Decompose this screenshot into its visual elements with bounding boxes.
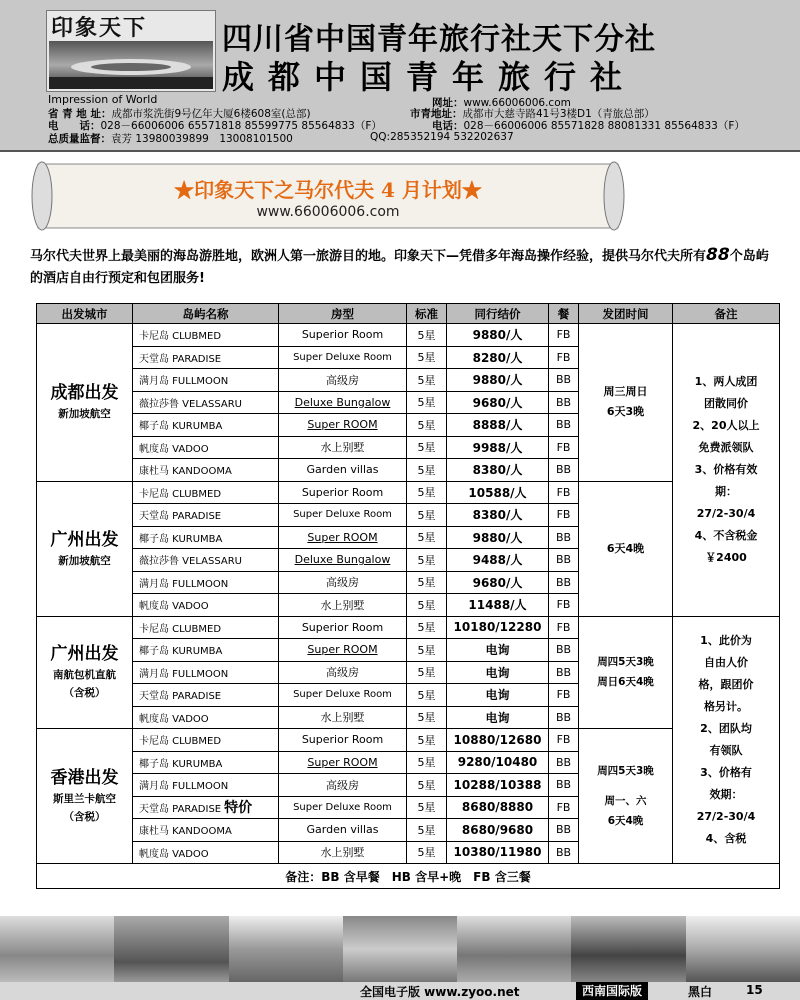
beach-photo-6 bbox=[571, 916, 685, 982]
island-name: 卡尼岛 CLUBMED bbox=[139, 331, 222, 343]
departure-city: 成都出发 bbox=[50, 383, 119, 404]
island-name: 薇拉莎鲁 VELASSARU bbox=[139, 398, 242, 410]
price: 10588/人 bbox=[447, 481, 549, 504]
table-row bbox=[37, 616, 780, 639]
departure-city-cell bbox=[37, 616, 133, 729]
room-type: Super Deluxe Room bbox=[279, 684, 407, 707]
banner-title: ★印象天下之马尔代夫 4 月计划★ bbox=[174, 178, 482, 202]
phone1-label: 电 话： bbox=[48, 120, 101, 132]
remark-line: 有领队 bbox=[709, 743, 743, 757]
room-type: Deluxe Bungalow bbox=[279, 391, 407, 414]
intro-island-count: 88 bbox=[706, 245, 730, 265]
island-cell bbox=[133, 751, 279, 774]
phone2-value: 028－66006006 85571828 88081331 85564833（F） bbox=[463, 120, 745, 132]
schedule-line: 周四5天3晚 bbox=[597, 656, 654, 669]
room-type: Super Deluxe Room bbox=[279, 504, 407, 527]
star-standard: 5星 bbox=[407, 774, 447, 797]
departure-schedule bbox=[579, 616, 673, 729]
price: 10288/10388 bbox=[447, 774, 549, 797]
table-row bbox=[37, 729, 780, 752]
table-body bbox=[37, 324, 780, 889]
star-standard: 5星 bbox=[407, 841, 447, 864]
room-type: Deluxe Bungalow bbox=[279, 549, 407, 572]
meal-plan: FB bbox=[549, 436, 579, 459]
meal-plan: FB bbox=[549, 481, 579, 504]
meal-plan: FB bbox=[549, 324, 579, 347]
price: 电询 bbox=[447, 661, 549, 684]
schedule-line: 周一、六 bbox=[604, 795, 647, 807]
room-type: Garden villas bbox=[279, 819, 407, 842]
island-logo-image bbox=[49, 41, 213, 89]
price: 8680/9680 bbox=[447, 819, 549, 842]
departure-city: 广州出发 bbox=[50, 644, 119, 665]
remark-line: 3、价格有效 bbox=[694, 462, 758, 476]
remark-line: 27/2-30/4 bbox=[696, 506, 756, 520]
meal-plan: FB bbox=[549, 504, 579, 527]
price: 8380/人 bbox=[447, 504, 549, 527]
remark-line: 3、价格有 bbox=[700, 765, 752, 779]
room-type: 高级房 bbox=[279, 661, 407, 684]
price: 11488/人 bbox=[447, 594, 549, 617]
star-standard: 5星 bbox=[407, 661, 447, 684]
schedule-line bbox=[579, 781, 672, 791]
beach-photo-3 bbox=[229, 916, 343, 982]
header bbox=[0, 0, 800, 152]
web-label: 网址： bbox=[432, 97, 464, 109]
star-standard: 5星 bbox=[407, 639, 447, 662]
room-type: 水上别墅 bbox=[279, 594, 407, 617]
addr1-label: 省 青 地 址： bbox=[48, 108, 112, 120]
island-name: 康杜马 KANDOOMA bbox=[139, 466, 232, 478]
island-name: 天堂岛 PARADISE bbox=[139, 353, 222, 365]
room-type: 水上别墅 bbox=[279, 436, 407, 459]
addr1-value: 成都市浆洗街9号亿年大厦6楼608室(总部) bbox=[111, 108, 311, 120]
airline: 斯里兰卡航空 bbox=[53, 793, 116, 805]
departure-city-cell bbox=[37, 729, 133, 864]
island-name: 康杜马 KANDOOMA bbox=[139, 826, 232, 838]
star-standard: 5星 bbox=[407, 549, 447, 572]
table-row bbox=[37, 481, 780, 504]
departure-schedule bbox=[579, 729, 673, 864]
room-type: Garden villas bbox=[279, 459, 407, 482]
star-standard: 5星 bbox=[407, 414, 447, 437]
price: 10380/11980 bbox=[447, 841, 549, 864]
island-cell bbox=[133, 324, 279, 347]
meal-plan: BB bbox=[549, 661, 579, 684]
meal-plan: FB bbox=[549, 729, 579, 752]
price: 9680/人 bbox=[447, 391, 549, 414]
departure-city: 广州出发 bbox=[50, 529, 119, 550]
price: 电询 bbox=[447, 706, 549, 729]
meal-legend: 备注：BB 含早餐 HB 含早+晚 FB 含三餐 bbox=[37, 864, 780, 889]
island-cell bbox=[133, 639, 279, 662]
meal-plan: FB bbox=[549, 346, 579, 369]
company-name-2: 成都中国青年旅行社 bbox=[222, 58, 637, 96]
star-standard: 5星 bbox=[407, 504, 447, 527]
price: 9488/人 bbox=[447, 549, 549, 572]
star-standard: 5星 bbox=[407, 369, 447, 392]
island-name: 椰子岛 KURUMBA bbox=[139, 421, 223, 433]
star-standard: 5星 bbox=[407, 616, 447, 639]
island-name: 椰子岛 KURUMBA bbox=[139, 533, 223, 545]
island-name: 卡尼岛 CLUBMED bbox=[139, 623, 222, 635]
room-type: Super ROOM bbox=[279, 639, 407, 662]
meal-plan: BB bbox=[549, 639, 579, 662]
col-header-meal: 餐 bbox=[549, 304, 579, 324]
island-name: 椰子岛 KURUMBA bbox=[139, 758, 223, 770]
footer-color-mode: 黑白 bbox=[688, 985, 713, 999]
island-cell bbox=[133, 436, 279, 459]
price: 9880/人 bbox=[447, 324, 549, 347]
island-cell bbox=[133, 571, 279, 594]
island-name: 椰子岛 KURUMBA bbox=[139, 646, 223, 658]
logo-title: 印象天下 bbox=[51, 15, 148, 41]
remark-line: 格另计。 bbox=[704, 699, 748, 713]
departure-schedule bbox=[579, 481, 673, 616]
island-name: 天堂岛 PARADISE bbox=[139, 511, 222, 523]
star-standard: 5星 bbox=[407, 481, 447, 504]
schedule-line: 周四5天3晚 bbox=[597, 765, 654, 777]
departure-city-cell bbox=[37, 481, 133, 616]
island-cell bbox=[133, 414, 279, 437]
room-type: Superior Room bbox=[279, 729, 407, 752]
room-type: Superior Room bbox=[279, 481, 407, 504]
price: 9280/10480 bbox=[447, 751, 549, 774]
island-cell bbox=[133, 346, 279, 369]
departure-city-cell bbox=[37, 324, 133, 482]
remark-line: 1、两人成团 bbox=[694, 374, 758, 388]
room-type: Superior Room bbox=[279, 616, 407, 639]
room-type: 高级房 bbox=[279, 571, 407, 594]
logo bbox=[46, 10, 216, 92]
col-header-schedule: 发团时间 bbox=[579, 304, 673, 324]
footer-edition: 全国电子版 www.zyoo.net bbox=[360, 985, 520, 999]
island-cell bbox=[133, 391, 279, 414]
island-name: 帆度岛 VADOO bbox=[139, 443, 209, 455]
tax-note: （含税） bbox=[63, 687, 106, 700]
schedule-line: 6天3晚 bbox=[606, 405, 645, 419]
intro-paragraph bbox=[30, 244, 772, 290]
meal-plan: BB bbox=[549, 774, 579, 797]
island-cell bbox=[133, 706, 279, 729]
price: 8380/人 bbox=[447, 459, 549, 482]
room-type: 高级房 bbox=[279, 774, 407, 797]
table-footnote-row bbox=[37, 864, 780, 889]
price: 8680/8880 bbox=[447, 796, 549, 819]
meal-plan: BB bbox=[549, 571, 579, 594]
island-cell bbox=[133, 729, 279, 752]
price: 8280/人 bbox=[447, 346, 549, 369]
price: 9880/人 bbox=[447, 526, 549, 549]
beach-photo-4 bbox=[343, 916, 457, 982]
col-header-room: 房型 bbox=[279, 304, 407, 324]
star-standard: 5星 bbox=[407, 391, 447, 414]
beach-photo-2 bbox=[114, 916, 228, 982]
island-name: 卡尼岛 CLUBMED bbox=[139, 736, 222, 748]
title-banner bbox=[30, 160, 626, 232]
addr2-value: 成都市大慈寺路41号3楼D1（青旅总部） bbox=[462, 108, 655, 120]
meal-plan: FB bbox=[549, 684, 579, 707]
price: 电询 bbox=[447, 639, 549, 662]
schedule-line: 周日6天4晚 bbox=[597, 676, 654, 689]
island-name: 满月岛 FULLMOON bbox=[139, 668, 229, 680]
col-header-standard: 标准 bbox=[407, 304, 447, 324]
price: 9680/人 bbox=[447, 571, 549, 594]
room-type: Super ROOM bbox=[279, 414, 407, 437]
island-cell bbox=[133, 616, 279, 639]
island-cell bbox=[133, 369, 279, 392]
meal-plan: FB bbox=[549, 594, 579, 617]
meal-plan: BB bbox=[549, 391, 579, 414]
meal-plan: BB bbox=[549, 369, 579, 392]
island-cell bbox=[133, 481, 279, 504]
schedule-line: 周三周日 bbox=[603, 385, 648, 399]
col-header-city: 出发城市 bbox=[37, 304, 133, 324]
island-cell bbox=[133, 594, 279, 617]
island-cell bbox=[133, 774, 279, 797]
price-table bbox=[36, 303, 780, 889]
remark-line: 效期： bbox=[709, 787, 743, 801]
star-standard: 5星 bbox=[407, 729, 447, 752]
island-cell bbox=[133, 684, 279, 707]
phone2-label: 电话： bbox=[432, 120, 464, 132]
island-name: 卡尼岛 CLUBMED bbox=[139, 488, 222, 500]
island-cell bbox=[133, 526, 279, 549]
meal-plan: BB bbox=[549, 549, 579, 572]
banner-website: www.66006006.com bbox=[256, 204, 400, 220]
table-row bbox=[37, 324, 780, 347]
company-name-1: 四川省中国青年旅行社天下分社 bbox=[222, 22, 656, 57]
star-standard: 5星 bbox=[407, 819, 447, 842]
island-name: 满月岛 FULLMOON bbox=[139, 376, 229, 388]
remark-line: 免费派领队 bbox=[698, 440, 754, 454]
remark-line: 格，跟团价 bbox=[698, 677, 754, 691]
price: 电询 bbox=[447, 684, 549, 707]
island-cell bbox=[133, 661, 279, 684]
beach-photo-5 bbox=[457, 916, 571, 982]
remarks-cell bbox=[673, 616, 780, 864]
airline: 南航包机直航 bbox=[53, 669, 116, 682]
star-standard: 5星 bbox=[407, 684, 447, 707]
meal-plan: BB bbox=[549, 526, 579, 549]
remark-line: 2、团队均 bbox=[700, 721, 752, 735]
remark-line: 27/2-30/4 bbox=[696, 809, 756, 823]
intro-text-2: 个岛屿的酒店自由行预定和包团服务! bbox=[30, 249, 769, 286]
star-standard: 5星 bbox=[407, 436, 447, 459]
island-name: 天堂岛 PARADISE bbox=[139, 804, 222, 816]
meal-plan: FB bbox=[549, 796, 579, 819]
col-header-island: 岛屿名称 bbox=[133, 304, 279, 324]
page-number: 15 bbox=[746, 983, 763, 997]
price: 10880/12680 bbox=[447, 729, 549, 752]
beach-photo-1 bbox=[0, 916, 114, 982]
room-type: 高级房 bbox=[279, 369, 407, 392]
meal-plan: FB bbox=[549, 616, 579, 639]
room-type: Super ROOM bbox=[279, 751, 407, 774]
remark-line: 团散同价 bbox=[704, 396, 748, 410]
room-type: Superior Room bbox=[279, 324, 407, 347]
star-standard: 5星 bbox=[407, 526, 447, 549]
price: 8888/人 bbox=[447, 414, 549, 437]
remark-line: 2、20人以上 bbox=[692, 418, 760, 432]
island-name: 帆度岛 VADOO bbox=[139, 848, 209, 860]
room-type: 水上别墅 bbox=[279, 841, 407, 864]
impression-slogan: Impression of World bbox=[48, 93, 158, 106]
remark-line: ￥2400 bbox=[705, 550, 747, 564]
price: 9880/人 bbox=[447, 369, 549, 392]
supervisor-line bbox=[48, 131, 293, 146]
star-standard: 5星 bbox=[407, 706, 447, 729]
island-name: 满月岛 FULLMOON bbox=[139, 578, 229, 590]
special-offer-tag: 特价 bbox=[224, 800, 253, 817]
meal-plan: BB bbox=[549, 751, 579, 774]
phone1-value: 028－66006006 65571818 85599775 85564833（F） bbox=[100, 120, 382, 132]
addr2-label: 市青地址： bbox=[410, 108, 463, 120]
island-cell bbox=[133, 841, 279, 864]
star-standard: 5星 bbox=[407, 571, 447, 594]
meal-plan: BB bbox=[549, 706, 579, 729]
meal-plan: BB bbox=[549, 819, 579, 842]
departure-schedule bbox=[579, 324, 673, 482]
island-cell bbox=[133, 549, 279, 572]
remark-line: 4、不含税金 bbox=[694, 528, 758, 542]
airline: 新加坡航空 bbox=[58, 554, 111, 567]
star-standard: 5星 bbox=[407, 594, 447, 617]
island-cell bbox=[133, 459, 279, 482]
island-name: 满月岛 FULLMOON bbox=[139, 781, 229, 793]
island-name: 薇拉莎鲁 VELASSARU bbox=[139, 556, 242, 568]
supervisor-label: 总质量监督： bbox=[48, 133, 111, 145]
supervisor-value: 袁芳 13980039899 13008101500 bbox=[111, 133, 293, 145]
tax-note: （含税） bbox=[63, 811, 106, 823]
remark-line: 自由人价 bbox=[704, 655, 748, 669]
room-type: 水上别墅 bbox=[279, 706, 407, 729]
star-standard: 5星 bbox=[407, 324, 447, 347]
island-cell bbox=[133, 504, 279, 527]
departure-city: 香港出发 bbox=[50, 768, 119, 788]
schedule-line: 6天4晚 bbox=[606, 541, 645, 555]
intro-text-1: 马尔代夫世界上最美丽的海岛游胜地，欧洲人第一旅游目的地。印象天下—凭借多年海岛操作经验，提供马尔代夫所有 bbox=[30, 249, 707, 264]
meal-plan: BB bbox=[549, 841, 579, 864]
qq-line: QQ:285352194 532202637 bbox=[370, 131, 514, 143]
island-cell bbox=[133, 819, 279, 842]
meal-plan: BB bbox=[549, 459, 579, 482]
room-type: Super Deluxe Room bbox=[279, 346, 407, 369]
room-type: Super Deluxe Room bbox=[279, 796, 407, 819]
meal-plan: BB bbox=[549, 414, 579, 437]
col-header-remarks: 备注 bbox=[673, 304, 780, 324]
remarks-cell bbox=[673, 324, 780, 617]
footer-section: 西南国际版 bbox=[576, 982, 648, 1000]
room-type: Super ROOM bbox=[279, 526, 407, 549]
remark-line: 4、含税 bbox=[705, 831, 747, 845]
beach-photo-7 bbox=[686, 916, 800, 982]
remark-line: 期： bbox=[715, 484, 737, 498]
schedule-line: 6天4晚 bbox=[607, 815, 644, 827]
price: 10180/12280 bbox=[447, 616, 549, 639]
footer-bar bbox=[0, 982, 800, 1000]
island-name: 帆度岛 VADOO bbox=[139, 713, 209, 725]
web-value[interactable]: www.66006006.com bbox=[463, 97, 571, 109]
star-standard: 5星 bbox=[407, 796, 447, 819]
col-header-price: 同行结价 bbox=[447, 304, 549, 324]
price: 9988/人 bbox=[447, 436, 549, 459]
star-standard: 5星 bbox=[407, 346, 447, 369]
island-name: 帆度岛 VADOO bbox=[139, 601, 209, 613]
star-standard: 5星 bbox=[407, 751, 447, 774]
airline: 新加坡航空 bbox=[58, 408, 111, 421]
island-cell bbox=[133, 796, 279, 819]
photo-strip bbox=[0, 916, 800, 982]
island-name: 天堂岛 PARADISE bbox=[139, 691, 222, 703]
star-standard: 5星 bbox=[407, 459, 447, 482]
table-header-row bbox=[37, 304, 780, 324]
remark-line: 1、此价为 bbox=[700, 633, 752, 647]
